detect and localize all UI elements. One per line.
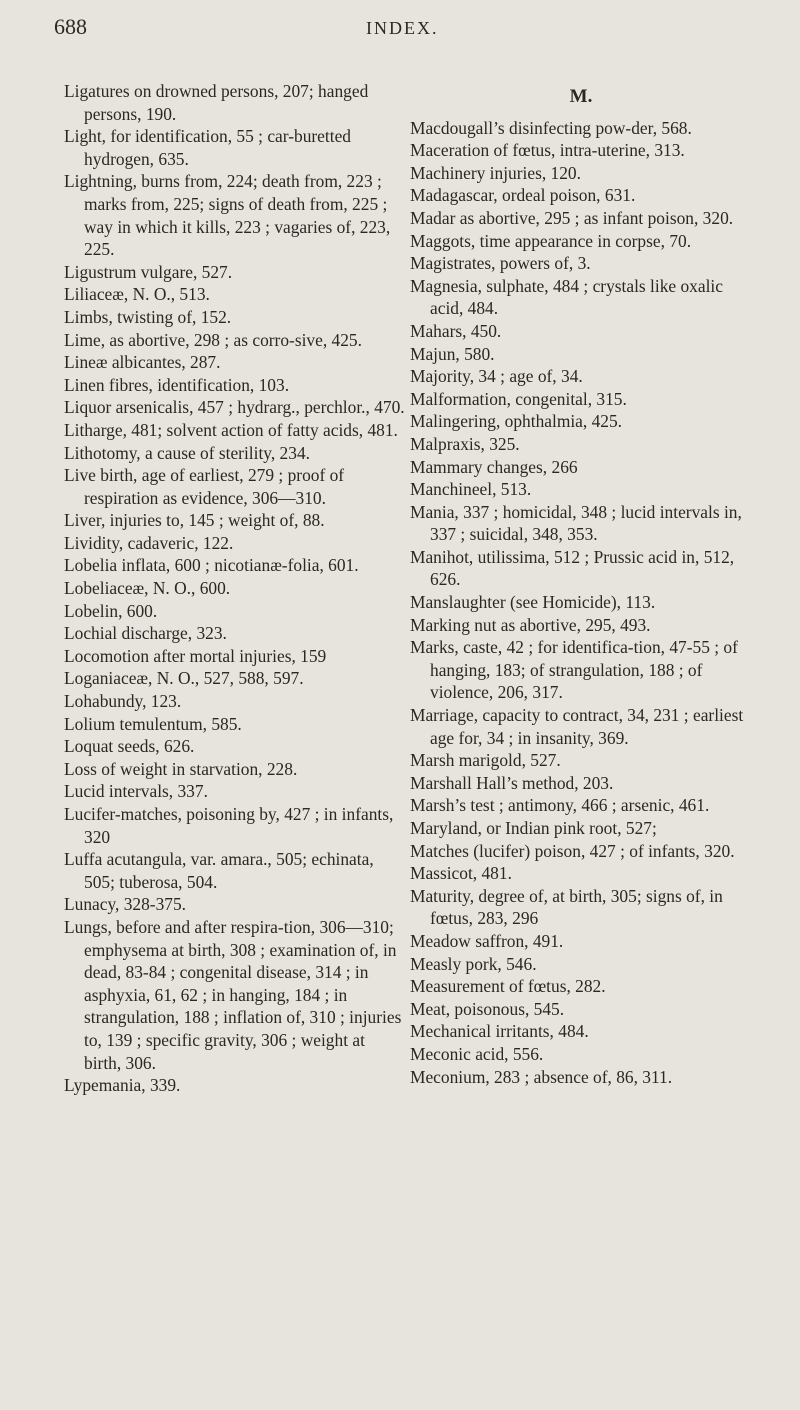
section-letter: M.	[569, 86, 593, 107]
index-entry: Manihot, utilissima, 512 ; Prussic acid in, 512, 626.	[410, 546, 735, 590]
index-entry: Majority, 34 ; age of, 34.	[410, 366, 583, 387]
right-column	[410, 80, 752, 1088]
index-entry: Machinery injuries, 120.	[410, 162, 581, 183]
index-entry: Meconium, 283 ; absence of, 86, 311.	[410, 1066, 673, 1087]
index-entry: Luffa acutangula, var. amara., 505; echinata, 505; tuberosa, 504.	[64, 849, 374, 892]
index-entry: Live birth, age of earliest, 279 ; proof of respiration as evidence, 306—310.	[64, 465, 345, 508]
index-entry: Malpraxis, 325.	[410, 433, 520, 454]
index-entry: Lolium temulentum, 585.	[64, 713, 242, 734]
index-entry: Malingering, ophthalmia, 425.	[410, 411, 623, 432]
index-entry: Mania, 337 ; homicidal, 348 ; lucid intervals in, 337 ; suicidal, 348, 353.	[410, 501, 742, 545]
index-entry: Lucifer-matches, poisoning by, 427 ; in infants, 320	[64, 804, 394, 847]
index-entry: Mechanical irritants, 484.	[410, 1021, 589, 1042]
index-entry: Marshall Hall’s method, 203.	[410, 772, 614, 793]
index-entry: Malformation, congenital, 315.	[410, 388, 627, 409]
index-entry: Lunacy, 328-375.	[64, 894, 187, 915]
index-entry: Liver, injuries to, 145 ; weight of, 88.	[64, 510, 325, 531]
index-entry: Limbs, twisting of, 152.	[64, 306, 232, 327]
index-entry: Magistrates, powers of, 3.	[410, 253, 591, 274]
index-entry: Ligatures on drowned persons, 207; hanged persons, 190.	[64, 81, 369, 124]
index-entry: Ligustrum vulgare, 527.	[64, 261, 233, 282]
index-entry: Loganiaceæ, N. O., 527, 588, 597.	[64, 668, 304, 689]
index-entry: Linen fibres, identification, 103.	[64, 374, 290, 395]
index-entry: Madagascar, ordeal poison, 631.	[410, 185, 636, 206]
index-entry: Maggots, time appearance in corpse, 70.	[410, 230, 692, 251]
index-entry: Locomotion after mortal injuries, 159	[64, 645, 327, 666]
index-entry: Lobelia inflata, 600 ; nicotianæ-folia, 601.	[64, 555, 359, 576]
index-entry: Measurement of fœtus, 282.	[410, 976, 606, 997]
index-entry: Lobeliaceæ, N. O., 600.	[64, 578, 231, 599]
index-entry: Macdougall’s disinfecting pow-der, 568.	[410, 117, 692, 138]
index-entry: Maceration of fœtus, intra-uterine, 313.	[410, 140, 685, 161]
index-entry: Lochial discharge, 323.	[64, 623, 227, 644]
index-entry: Mammary changes, 266	[410, 456, 578, 477]
index-entry: Lightning, burns from, 224; death from, 223 ; marks from, 225; signs of death from, 225 ; way in which it kills, 223 ; vagaries of, 223, 225.	[64, 171, 391, 260]
index-entry: Loquat seeds, 626.	[64, 736, 195, 757]
index-entry: Marks, caste, 42 ; for identifica-tion, 47-55 ; of hanging, 183; of strangulation, 188 ; of violence, 206, 317.	[410, 637, 738, 703]
index-entry: Lineæ albicantes, 287.	[64, 352, 221, 373]
index-entry: Meat, poisonous, 545.	[410, 998, 565, 1019]
index-entry: Litharge, 481; solvent action of fatty acids, 481.	[64, 419, 398, 440]
index-entry: Measly pork, 546.	[410, 953, 537, 974]
index-entry: Manslaughter (see Homicide), 113.	[410, 592, 656, 613]
left-column	[64, 80, 406, 1097]
index-entry: Maryland, or Indian pink root, 527;	[410, 818, 657, 838]
index-entry: Maturity, degree of, at birth, 305; signs of, in fœtus, 283, 296	[410, 885, 723, 929]
index-entry: Light, for identification, 55 ; car-buretted hydrogen, 635.	[64, 126, 351, 169]
index-entry: Lucid intervals, 337.	[64, 781, 208, 802]
index-entry: Magnesia, sulphate, 484 ; crystals like oxalic acid, 484.	[410, 275, 723, 319]
index-entry: Matches (lucifer) poison, 427 ; of infants, 320.	[410, 840, 735, 861]
index-entry: Majun, 580.	[410, 343, 495, 364]
index-entry: Mahars, 450.	[410, 320, 502, 341]
index-entry: Meconic acid, 556.	[410, 1043, 544, 1064]
index-entry: Lobelin, 600.	[64, 600, 158, 621]
index-entry: Lithotomy, a cause of sterility, 234.	[64, 442, 310, 463]
running-head: INDEX.	[366, 18, 439, 38]
index-entry: Loss of weight in starvation, 228.	[64, 758, 298, 779]
index-entry: Liliaceæ, N. O., 513.	[64, 284, 210, 305]
page-number: 688	[54, 14, 87, 39]
index-entry: Lungs, before and after respira-tion, 306—310; emphysema at birth, 308 ; examination of, in dead, 83-84 ; congenital disease, 314 ; in asphyxia, 61, 62 ; in hanging, 184 ; in strangulation, 188 ; inflation of, 310 ; injuries to, 139 ; specific gravity, 306 ; weight at birth, 306.	[64, 916, 402, 1073]
index-entry: Marriage, capacity to contract, 34, 231 ; earliest age for, 34 ; in insanity, 369.	[410, 705, 744, 748]
index-entry: Massicot, 481.	[410, 863, 512, 884]
index-entry: Lypemania, 339.	[64, 1075, 181, 1096]
index-entry: Lime, as abortive, 298 ; as corro-sive, 425.	[64, 329, 362, 350]
index-entry: Lohabundy, 123.	[64, 691, 182, 712]
index-entry: Liquor arsenicalis, 457 ; hydrarg., perchlor., 470.	[64, 397, 405, 418]
index-entry: Meadow saffron, 491.	[410, 930, 564, 951]
index-entry: Madar as abortive, 295 ; as infant poison, 320.	[410, 207, 734, 228]
index-entry: Marsh marigold, 527.	[410, 750, 561, 771]
index-entry: Lividity, cadaveric, 122.	[64, 532, 234, 553]
index-entry: Manchineel, 513.	[410, 479, 532, 500]
index-entry: Marking nut as abortive, 295, 493.	[410, 614, 651, 635]
index-entry: Marsh’s test ; antimony, 466 ; arsenic, 461.	[410, 795, 710, 816]
